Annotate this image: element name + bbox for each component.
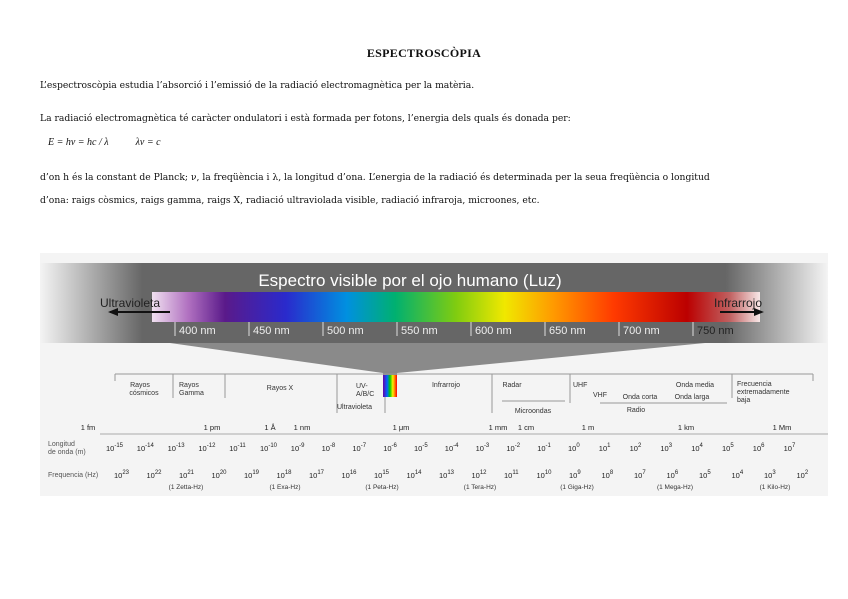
frequency-value: $10^{15}$	[374, 470, 390, 480]
banner-title: Espectro visible por el ojo humano (Luz)	[258, 271, 562, 290]
frequency-value: $10^{10}$	[536, 470, 552, 480]
frequency-value: $10^7$	[634, 470, 646, 480]
length-unit-label: 1 km	[677, 423, 695, 432]
length-unit-label: 1 μm	[392, 423, 410, 432]
length-unit-label: 1 m	[581, 423, 595, 432]
wavelength-value: $10^{-14}$	[136, 443, 154, 453]
paragraph-intro: L’espectroscòpia estudia l’absorció i l’emissió de la radiació electromagnètica per la matèria.	[40, 80, 475, 91]
wavelength-row-label-2: de onda (m)	[48, 449, 86, 456]
length-unit-label: 1 pm	[203, 423, 221, 432]
frequency-value: $10^4$	[731, 470, 744, 480]
band-long: Onda larga	[674, 394, 710, 401]
wavelength-value: $10^{-6}$	[383, 443, 397, 453]
wavelength-value: $10^0$	[568, 443, 580, 453]
wavelength-value: $10^{-10}$	[260, 443, 278, 453]
paragraph-radiation: La radiació electromagnètica té caràcter ondulatori i està formada per fotons, l’energia dels quals és donada per:	[40, 113, 571, 124]
frequency-value: $10^{17}$	[309, 470, 325, 480]
band-uv-1: UV-	[356, 383, 368, 390]
wavelength-values	[106, 443, 796, 453]
formula-energy: E = hν = hc / λ	[48, 137, 109, 148]
frequency-value: $10^8$	[601, 470, 614, 480]
frequency-value: $10^2$	[796, 470, 809, 480]
wavelength-value: $10^3$	[660, 443, 673, 453]
formula-relation: λν = c	[135, 137, 161, 148]
length-unit-label: 1 fm	[80, 423, 96, 432]
band-micro: Microondas	[514, 408, 552, 415]
band-uv-2: A/B/C	[356, 391, 375, 398]
length-unit-labels	[81, 423, 828, 434]
nm-tick-label: 450 nm	[253, 325, 290, 337]
band-cosmic-2: cósmicos	[129, 390, 159, 397]
frequency-value: $10^{18}$	[276, 470, 292, 480]
band-gamma-1: Rayos	[179, 382, 199, 389]
band-vhf: VHF	[593, 392, 607, 399]
band-low-1: Frecuencia	[737, 381, 772, 388]
frequency-unit-label: (1 Kilo-Hz)	[759, 484, 791, 491]
wavelength-value: $10^{-15}$	[106, 443, 124, 453]
frequency-value: $10^{21}$	[179, 470, 195, 480]
paragraph-planck-2: d’ona: raigs còsmics, raigs gamma, raigs X, radiació ultraviolada visible, radiació infraroja, microones, etc.	[40, 195, 540, 206]
wavelength-value: $10^{-12}$	[198, 443, 216, 453]
nm-tick-label: 500 nm	[327, 325, 364, 337]
frequency-unit-label: (1 Giga-Hz)	[560, 484, 594, 491]
nm-tick-label: 700 nm	[623, 325, 660, 337]
nm-tick-label: 550 nm	[401, 325, 438, 337]
wavelength-value: $10^{-7}$	[352, 443, 367, 453]
frequency-value: $10^5$	[699, 470, 711, 480]
frequency-row-label: Frequencia (Hz)	[48, 472, 99, 479]
frequency-value: $10^3$	[764, 470, 776, 480]
ultraviolet-label: Ultravioleta	[100, 296, 161, 310]
frequency-value: $10^6$	[666, 470, 679, 480]
wavelength-value: $10^{-2}$	[506, 443, 521, 453]
frequency-unit-label: (1 Peta-Hz)	[365, 484, 399, 491]
spectrum-figure	[40, 253, 828, 496]
document-title: ESPECTROSCÒPIA	[366, 46, 482, 60]
wavelength-value: $10^{-9}$	[290, 443, 305, 453]
nm-tick-label: 750 nm	[697, 325, 734, 337]
frequency-unit-label: (1 Tera-Hz)	[463, 484, 497, 491]
energy-formula	[48, 137, 161, 148]
nm-tick-label: 400 nm	[179, 325, 216, 337]
band-cosmic-1: Rayos	[130, 382, 150, 389]
wavelength-value: $10^{-3}$	[475, 443, 490, 453]
band-xray: Rayos X	[266, 385, 294, 392]
frequency-value: $10^{19}$	[244, 470, 260, 480]
infrared-label: Infrarrojo	[714, 296, 763, 310]
frequency-unit-labels	[169, 484, 791, 491]
length-unit-label: 1 Mm	[772, 423, 792, 432]
wavelength-value: $10^7$	[783, 443, 796, 453]
frequency-unit-label: (1 Exa-Hz)	[269, 484, 301, 491]
frequency-value: $10^{12}$	[471, 470, 487, 480]
nm-tick-label: 650 nm	[549, 325, 586, 337]
wavelength-value: $10^{-13}$	[167, 443, 185, 453]
band-gamma-2: Gamma	[179, 390, 204, 397]
wavelength-value: $10^{-5}$	[414, 443, 428, 453]
frequency-value: $10^{16}$	[341, 470, 357, 480]
band-ir: Infrarrojo	[431, 382, 461, 389]
wavelength-value: $10^{-1}$	[537, 443, 551, 453]
band-low-3: baja	[737, 397, 751, 404]
band-medium: Onda media	[675, 382, 715, 389]
spectrum-diagram	[40, 253, 828, 496]
visible-band-marker	[383, 375, 397, 397]
band-short: Onda corta	[622, 394, 658, 401]
frequency-value: $10^{14}$	[406, 470, 422, 480]
frequency-unit-label: (1 Zetta-Hz)	[168, 484, 204, 491]
wavelength-value: $10^4$	[691, 443, 703, 453]
visible-spectrum-bar	[152, 292, 763, 322]
frequency-unit-label: (1 Mega-Hz)	[656, 484, 694, 491]
frequency-value: $10^{20}$	[211, 470, 227, 480]
wavelength-value: $10^1$	[598, 443, 611, 453]
wavelength-value: $10^2$	[629, 443, 642, 453]
frequency-value: $10^{13}$	[439, 470, 455, 480]
frequency-value: $10^{23}$	[114, 470, 130, 480]
frequency-values	[114, 470, 809, 480]
wavelength-value: $10^{-4}$	[444, 443, 459, 453]
nm-tick-label: 600 nm	[475, 325, 512, 337]
length-unit-label: 1 mm	[488, 423, 508, 432]
band-radar: Radar	[502, 382, 522, 389]
wavelength-value: $10^{-11}$	[229, 443, 246, 453]
band-uhf: UHF	[573, 382, 588, 389]
frequency-value: $10^{11}$	[504, 470, 519, 480]
wavelength-value: $10^5$	[722, 443, 734, 453]
wavelength-value: $10^{-8}$	[321, 443, 336, 453]
length-unit-label: 1 Å	[264, 423, 276, 432]
band-radio: Radio	[626, 407, 646, 414]
funnel-shape	[170, 343, 705, 373]
length-unit-label: 1 nm	[293, 423, 311, 432]
wavelength-value: $10^6$	[752, 443, 765, 453]
band-uv-sub: Ultravioleta	[337, 404, 373, 411]
frequency-value: $10^9$	[569, 470, 581, 480]
length-unit-label: 1 cm	[517, 423, 535, 432]
wavelength-row-label-1: Longitud	[48, 441, 75, 448]
band-low-2: extremadamente	[737, 389, 790, 396]
frequency-value: $10^{22}$	[146, 470, 162, 480]
paragraph-planck-1: d’on h és la constant de Planck; ν, la freqüència i λ, la longitud d’ona. L’energia de la radiació és determinada per la seua freqüència o longitud	[40, 172, 710, 183]
